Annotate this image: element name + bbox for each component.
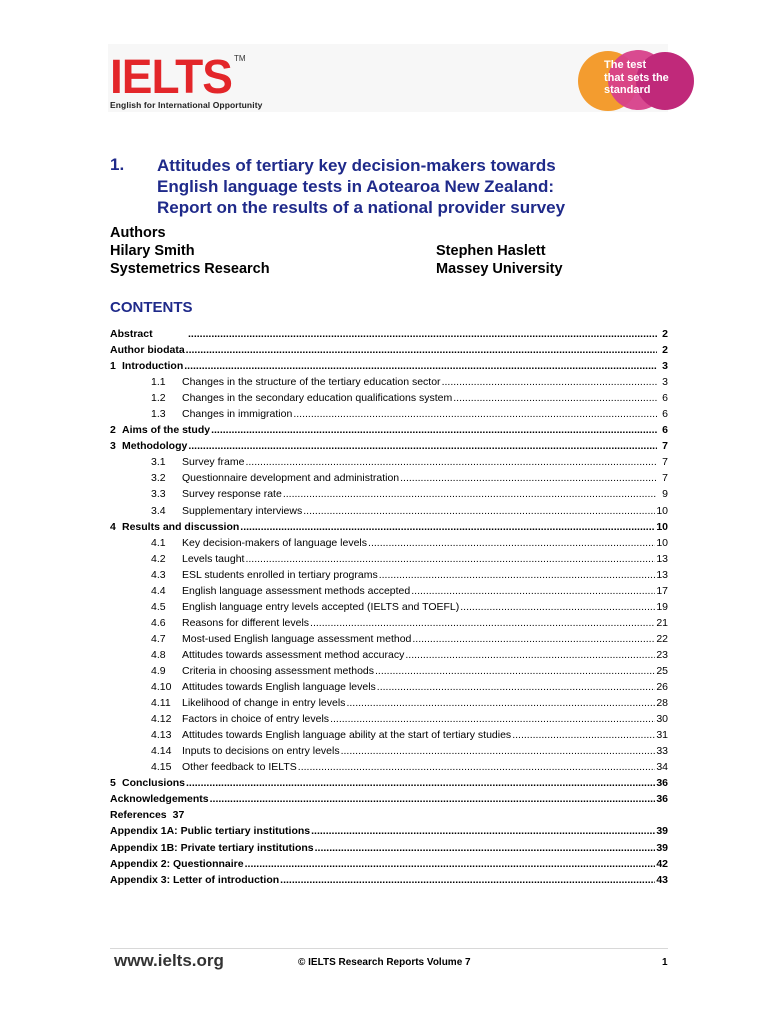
toc-entry[interactable] (110, 856, 668, 872)
toc-entry-page: 7 (662, 472, 668, 485)
toc-entry[interactable] (110, 791, 668, 807)
toc-entry-title: English language entry levels accepted (IELTS and TOEFL) (182, 600, 460, 613)
footer-divider (110, 948, 668, 949)
toc-entry[interactable] (110, 695, 668, 711)
toc-entry[interactable] (110, 679, 668, 695)
toc-entry-page: 21 (656, 616, 668, 629)
toc-entry[interactable] (110, 486, 668, 502)
toc-entry-number: 4.11 (151, 697, 171, 710)
toc-entry-page: 31 (656, 729, 668, 742)
toc-entry-number: 4.4 (151, 584, 166, 597)
toc-entry-title: Survey response rate (182, 488, 282, 501)
title-number: 1. (110, 155, 125, 174)
toc-entry-title: Aims of the study (122, 424, 211, 437)
toc-entry[interactable] (110, 583, 668, 599)
author-right-name: Stephen Haslett (436, 243, 546, 259)
contents-heading: CONTENTS (110, 299, 193, 316)
toc-entry[interactable] (110, 615, 668, 631)
toc-entry-page: 9 (662, 488, 668, 501)
toc-leader-dots (303, 503, 655, 519)
toc-entry-title: Inputs to decisions on entry levels (182, 745, 340, 758)
toc-entry-page: 13 (656, 568, 668, 581)
toc-entry-page: 33 (656, 745, 668, 758)
toc-entry-title: Attitudes towards assessment method accuracy (182, 648, 405, 661)
toc-entry[interactable] (110, 358, 668, 374)
toc-entry-title: Survey frame (182, 456, 245, 469)
toc-entry[interactable] (110, 535, 668, 551)
toc-entry-title: Most-used English language assessment method (182, 632, 412, 645)
toc-leader-dots (245, 551, 655, 567)
toc-entry-page: 23 (656, 648, 668, 661)
toc-entry-title: Appendix 1B: Private tertiary institutions (110, 841, 314, 854)
toc-leader-dots (298, 759, 656, 775)
toc-entry-title: Changes in the structure of the tertiary education sector (182, 376, 441, 389)
toc-leader-dots (210, 791, 656, 807)
author-left-org: Systemetrics Research (110, 261, 270, 277)
toc-entry-title: Attitudes towards English language ability at the start of tertiary studies (182, 729, 512, 742)
toc-leader-dots (453, 390, 657, 406)
toc-leader-dots (311, 823, 655, 839)
toc-leader-dots (280, 872, 655, 888)
toc-entry-page: 28 (656, 697, 668, 710)
toc-entry-page: 6 (662, 392, 668, 405)
toc-entry[interactable] (110, 872, 668, 888)
toc-entry-page: 10 (656, 504, 668, 517)
toc-entry-title: ESL students enrolled in tertiary programs (182, 568, 378, 581)
toc-leader-dots (188, 326, 657, 342)
logo-wordmark: IELTS (110, 48, 232, 104)
toc-leader-dots (245, 856, 656, 872)
toc-entry-title: Levels taught (182, 552, 245, 565)
toc-entry-page: 30 (656, 713, 668, 726)
slogan-badge (578, 50, 698, 110)
toc-entry-page: 6 (662, 424, 668, 437)
toc-entry-title: Changes in immigration (182, 408, 293, 421)
toc-entry-page: 34 (656, 761, 668, 774)
toc-leader-dots (188, 438, 657, 454)
toc-entry-page: 17 (656, 584, 668, 597)
toc-entry-page: 25 (656, 664, 668, 677)
toc-entry-page: 6 (662, 408, 668, 421)
toc-entry-number: 4.9 (151, 664, 166, 677)
toc-entry-title: Appendix 1A: Public tertiary institutions (110, 825, 311, 838)
toc-entry-number: 4.10 (151, 681, 172, 694)
title-text (157, 155, 565, 218)
toc-entry-page: 42 (656, 857, 668, 870)
toc-entry-number: 5 (110, 777, 116, 790)
toc-entry[interactable] (110, 326, 668, 342)
toc-leader-dots (379, 567, 656, 583)
toc-leader-dots (186, 775, 655, 791)
toc-entry-title: Other feedback to IELTS (182, 761, 297, 774)
toc-leader-dots (186, 342, 657, 358)
toc-entry-number: 4.14 (151, 745, 172, 758)
toc-entry-title: Criteria in choosing assessment methods (182, 664, 375, 677)
toc-entry-title: Reasons for different levels (182, 616, 310, 629)
toc-entry-number: 4.13 (151, 729, 172, 742)
toc-entry-number: 4.2 (151, 552, 166, 565)
toc-entry[interactable] (110, 823, 668, 839)
toc-entry-title: Introduction (122, 360, 184, 373)
toc-leader-dots (293, 406, 657, 422)
footer-url-link[interactable]: www.ielts.org (114, 951, 224, 970)
toc-entry[interactable] (110, 422, 668, 438)
author-right (436, 242, 563, 278)
toc-leader-dots (412, 631, 655, 647)
toc-entry-title: Attitudes towards English language levels (182, 681, 376, 694)
toc-entry-title: Appendix 3: Letter of introduction (110, 873, 280, 886)
author-left-name: Hilary Smith (110, 243, 195, 259)
toc-entry[interactable] (110, 374, 668, 390)
toc-leader-dots (442, 374, 657, 390)
toc-entry-title: Appendix 2: Questionnaire (110, 857, 244, 870)
toc-entry-page: 3 (662, 360, 668, 373)
toc-entry[interactable] (110, 454, 668, 470)
toc-entry-title: Questionnaire development and administration (182, 472, 400, 485)
toc-entry-page: 39 (656, 841, 668, 854)
badge-line: The test (604, 59, 647, 71)
toc-entry-number: 3.3 (151, 488, 166, 501)
toc-entry-number: 3 (110, 440, 116, 453)
toc-entry[interactable] (110, 599, 668, 615)
toc-entry[interactable] (110, 807, 668, 823)
toc-entry-page: 13 (656, 552, 668, 565)
toc-entry[interactable] (110, 647, 668, 663)
toc-entry-page: 10 (656, 536, 668, 549)
toc-entry[interactable] (110, 470, 668, 486)
toc-entry-number: 4.8 (151, 648, 166, 661)
toc-entry-page: 7 (662, 456, 668, 469)
toc-entry[interactable] (110, 711, 668, 727)
toc-entry-page: 36 (656, 793, 668, 806)
toc-leader-dots (368, 535, 655, 551)
toc-leader-dots (245, 454, 657, 470)
authors-heading: Authors (110, 225, 166, 241)
footer-copyright: © IELTS Research Reports Volume 7 (298, 957, 471, 968)
toc-entry[interactable] (110, 631, 668, 647)
badge-text (604, 59, 669, 97)
toc-leader-dots (460, 599, 655, 615)
toc-entry[interactable] (110, 840, 668, 856)
toc-entry-page: 7 (662, 440, 668, 453)
toc-entry-number: 4.5 (151, 600, 166, 613)
toc-leader-dots (400, 470, 657, 486)
toc-entry-page: 22 (656, 632, 668, 645)
toc-leader-dots (240, 519, 655, 535)
toc-leader-dots (315, 840, 656, 856)
toc-entry-page: 39 (656, 825, 668, 838)
toc-entry-title: English language assessment methods accepted (182, 584, 411, 597)
toc-entry[interactable] (110, 390, 668, 406)
logo-trademark: TM (234, 54, 246, 63)
toc-entry[interactable] (110, 342, 668, 358)
toc-leader-dots (283, 486, 657, 502)
toc-entry-number: 4.3 (151, 568, 166, 581)
toc-entry-title: Factors in choice of entry levels (182, 713, 330, 726)
toc-entry-title: Changes in the secondary education qualifications system (182, 392, 453, 405)
toc-entry[interactable] (110, 727, 668, 743)
author-right-org: Massey University (436, 261, 563, 277)
toc-entry-number: 4.6 (151, 616, 166, 629)
toc-entry[interactable] (110, 743, 668, 759)
table-of-contents (110, 326, 668, 888)
toc-entry-number: 1.2 (151, 392, 166, 405)
toc-entry-page: 26 (656, 681, 668, 694)
toc-leader-dots (330, 711, 655, 727)
toc-entry-title: Author biodata (110, 344, 185, 357)
toc-entry-page: 2 (662, 328, 668, 340)
toc-entry-number: 3.4 (151, 504, 166, 517)
toc-leader-dots (346, 695, 655, 711)
toc-entry-number: 1.3 (151, 408, 166, 421)
toc-entry-page: 3 (662, 376, 668, 389)
toc-leader-dots (411, 583, 655, 599)
toc-leader-dots (341, 743, 656, 759)
toc-leader-dots (184, 358, 657, 374)
toc-entry-page: 37 (172, 809, 185, 822)
toc-entry-page: 2 (662, 344, 668, 357)
toc-entry[interactable] (110, 406, 668, 422)
toc-entry[interactable] (110, 567, 668, 583)
badge-line: standard (604, 84, 651, 96)
toc-entry-title: Conclusions (122, 777, 186, 790)
toc-entry[interactable] (110, 519, 668, 535)
toc-entry-number: 3.1 (151, 456, 166, 469)
logo-tagline: English for International Opportunity (110, 100, 263, 110)
toc-entry-number: 4.1 (151, 536, 166, 549)
badge-line: that sets the (604, 71, 669, 84)
title-line: English language tests in Aotearoa New Zealand: (157, 177, 555, 196)
toc-entry-title: References (110, 809, 167, 822)
toc-entry-page: 19 (656, 600, 668, 613)
toc-entry-title: Abstract (110, 328, 153, 340)
toc-entry[interactable] (110, 503, 668, 519)
toc-leader-dots (375, 663, 655, 679)
toc-leader-dots (512, 727, 655, 743)
toc-entry-page: 36 (656, 777, 668, 790)
toc-entry-number: 2 (110, 424, 116, 437)
toc-leader-dots (211, 422, 657, 438)
toc-entry-number: 1 (110, 360, 116, 373)
toc-entry[interactable] (110, 551, 668, 567)
toc-entry-title: Methodology (122, 440, 188, 453)
toc-entry-title: Key decision-makers of language levels (182, 536, 368, 549)
page-number: 1 (662, 957, 668, 968)
title-line: Report on the results of a national provider survey (157, 198, 566, 217)
toc-entry-title: Results and discussion (122, 520, 240, 533)
toc-entry-page: 43 (656, 873, 668, 886)
title-line: Attitudes of tertiary key decision-makers towards (157, 156, 556, 175)
toc-entry-title: Likelihood of change in entry levels (182, 697, 346, 710)
toc-leader-dots (405, 647, 655, 663)
toc-entry[interactable] (110, 759, 668, 775)
toc-entry-page: 10 (656, 520, 668, 533)
toc-entry[interactable] (110, 775, 668, 791)
toc-entry-number: 4.15 (151, 761, 172, 774)
toc-entry-title: Supplementary interviews (182, 504, 303, 517)
authors-block (110, 224, 670, 278)
toc-leader-dots (377, 679, 656, 695)
toc-entry-title: Acknowledgements (110, 793, 209, 806)
toc-entry[interactable] (110, 438, 668, 454)
toc-entry-number: 4.7 (151, 632, 166, 645)
toc-leader-dots (310, 615, 655, 631)
toc-entry[interactable] (110, 663, 668, 679)
toc-entry-number: 4.12 (151, 713, 172, 726)
toc-entry-number: 3.2 (151, 472, 166, 485)
toc-entry-number: 4 (110, 520, 116, 533)
ielts-logo (110, 48, 263, 110)
toc-entry-number: 1.1 (151, 376, 166, 389)
